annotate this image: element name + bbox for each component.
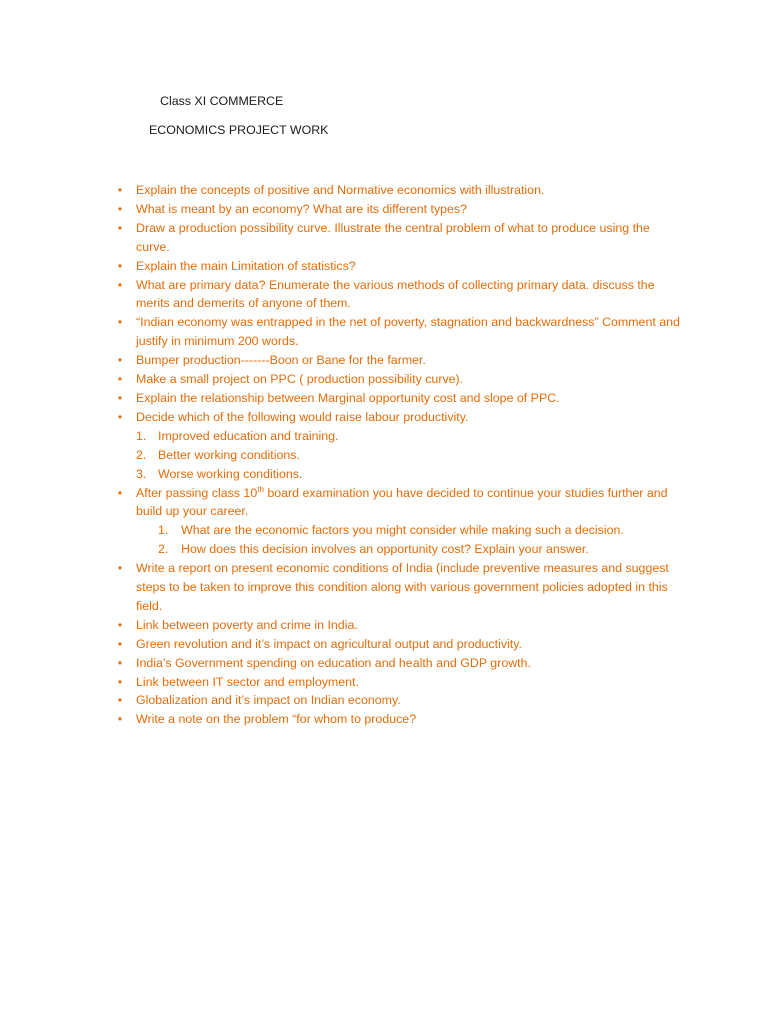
bullet-icon: • (117, 561, 123, 576)
career-sub-item (136, 521, 681, 540)
question-text: Decide which of the following would raise labour productivity. (136, 409, 469, 424)
bullet-icon: • (117, 485, 123, 500)
career-question-after: board examination you have decided to continue your studies further and build up your career. (136, 485, 668, 519)
career-question-before: After passing class 10 (136, 485, 258, 500)
list-item (117, 200, 681, 219)
question-text: Explain the relationship between Marginal opportunity cost and slope of PPC. (136, 390, 560, 405)
bullet-icon: • (117, 636, 123, 651)
question-text: What is meant by an economy? What are its different types? (136, 201, 468, 216)
bullet-icon: • (117, 409, 123, 424)
question-text: Explain the main Limitation of statistics? (136, 258, 356, 273)
question-text: Make a small project on PPC ( production possibility curve). (136, 372, 464, 387)
ordinal-suffix: th (257, 484, 264, 494)
labour-options-list (136, 427, 681, 484)
option-text: Worse working conditions. (158, 466, 303, 481)
bullet-icon: • (117, 315, 123, 330)
bullet-icon: • (117, 353, 123, 368)
question-text: Draw a production possibility curve. Illustrate the central problem of what to produce using the curve. (136, 220, 650, 254)
bullet-icon: • (117, 655, 123, 670)
bullet-icon: • (117, 258, 123, 273)
question-text: Globalization and it’s impact on Indian economy. (136, 693, 401, 708)
question-text: India’s Government spending on education and health and GDP growth. (136, 655, 531, 670)
question-text: Write a note on the problem “for whom to produce? (136, 712, 417, 727)
option-number: 3. (136, 466, 147, 481)
labour-option (136, 446, 681, 465)
list-item (117, 654, 681, 673)
question-list (117, 181, 681, 729)
question-text: Bumper production-------Boon or Bane for the farmer. (136, 353, 426, 368)
list-item (117, 408, 681, 427)
bullet-icon: • (117, 201, 123, 216)
question-text: Explain the concepts of positive and Normative economics with illustration. (136, 183, 545, 197)
sub-item-text: How does this decision involves an opportunity cost? Explain your answer. (181, 542, 589, 557)
list-item (117, 635, 681, 654)
list-item (117, 389, 681, 408)
option-text: Improved education and training. (158, 428, 339, 443)
option-number: 1. (136, 428, 147, 443)
question-text: “Indian economy was entrapped in the net of poverty, stagnation and backwardness” Comment and justify in minimum 200 words. (136, 315, 680, 349)
list-item (117, 257, 681, 276)
sub-item-text: What are the economic factors you might consider while making such a decision. (181, 523, 624, 538)
question-text: Write a report on present economic conditions of India (include preventive measures and suggest steps to be taken to improve this condition along with various government policies adopted in this field. (136, 561, 669, 613)
question-text: Link between poverty and crime in India. (136, 617, 358, 632)
labour-option (136, 427, 681, 446)
career-sub-list (136, 521, 681, 559)
list-item (117, 181, 681, 200)
question-text: Link between IT sector and employment. (136, 674, 359, 689)
sub-item-number: 1. (158, 523, 169, 538)
bullet-icon: • (117, 693, 123, 708)
list-item (117, 673, 681, 692)
list-item (117, 710, 681, 729)
bullet-icon: • (117, 674, 123, 689)
list-item (117, 616, 681, 635)
career-sub-item (136, 540, 681, 559)
bullet-icon: • (117, 220, 123, 235)
class-title: Class XI COMMERCE (160, 94, 284, 108)
question-text: What are primary data? Enumerate the various methods of collecting primary data. discuss the merits and demerits of anyone of them. (136, 277, 655, 311)
bullet-icon: • (117, 372, 123, 387)
list-item (117, 370, 681, 389)
bullet-icon: • (117, 183, 123, 197)
list-item (117, 691, 681, 710)
list-item (117, 313, 681, 351)
project-title: ECONOMICS PROJECT WORK (149, 123, 329, 137)
list-item (117, 351, 681, 370)
labour-options-block (136, 427, 681, 484)
list-item (117, 219, 681, 257)
list-item (117, 276, 681, 314)
option-number: 2. (136, 447, 147, 462)
option-text: Better working conditions. (158, 447, 300, 462)
bullet-icon: • (117, 617, 123, 632)
bullet-icon: • (117, 712, 123, 727)
question-text: Green revolution and it’s impact on agricultural output and productivity. (136, 636, 522, 651)
list-item (117, 484, 681, 560)
list-item (117, 559, 681, 616)
labour-option (136, 465, 681, 484)
bullet-icon: • (117, 390, 123, 405)
bullet-icon: • (117, 277, 123, 292)
sub-item-number: 2. (158, 542, 169, 557)
